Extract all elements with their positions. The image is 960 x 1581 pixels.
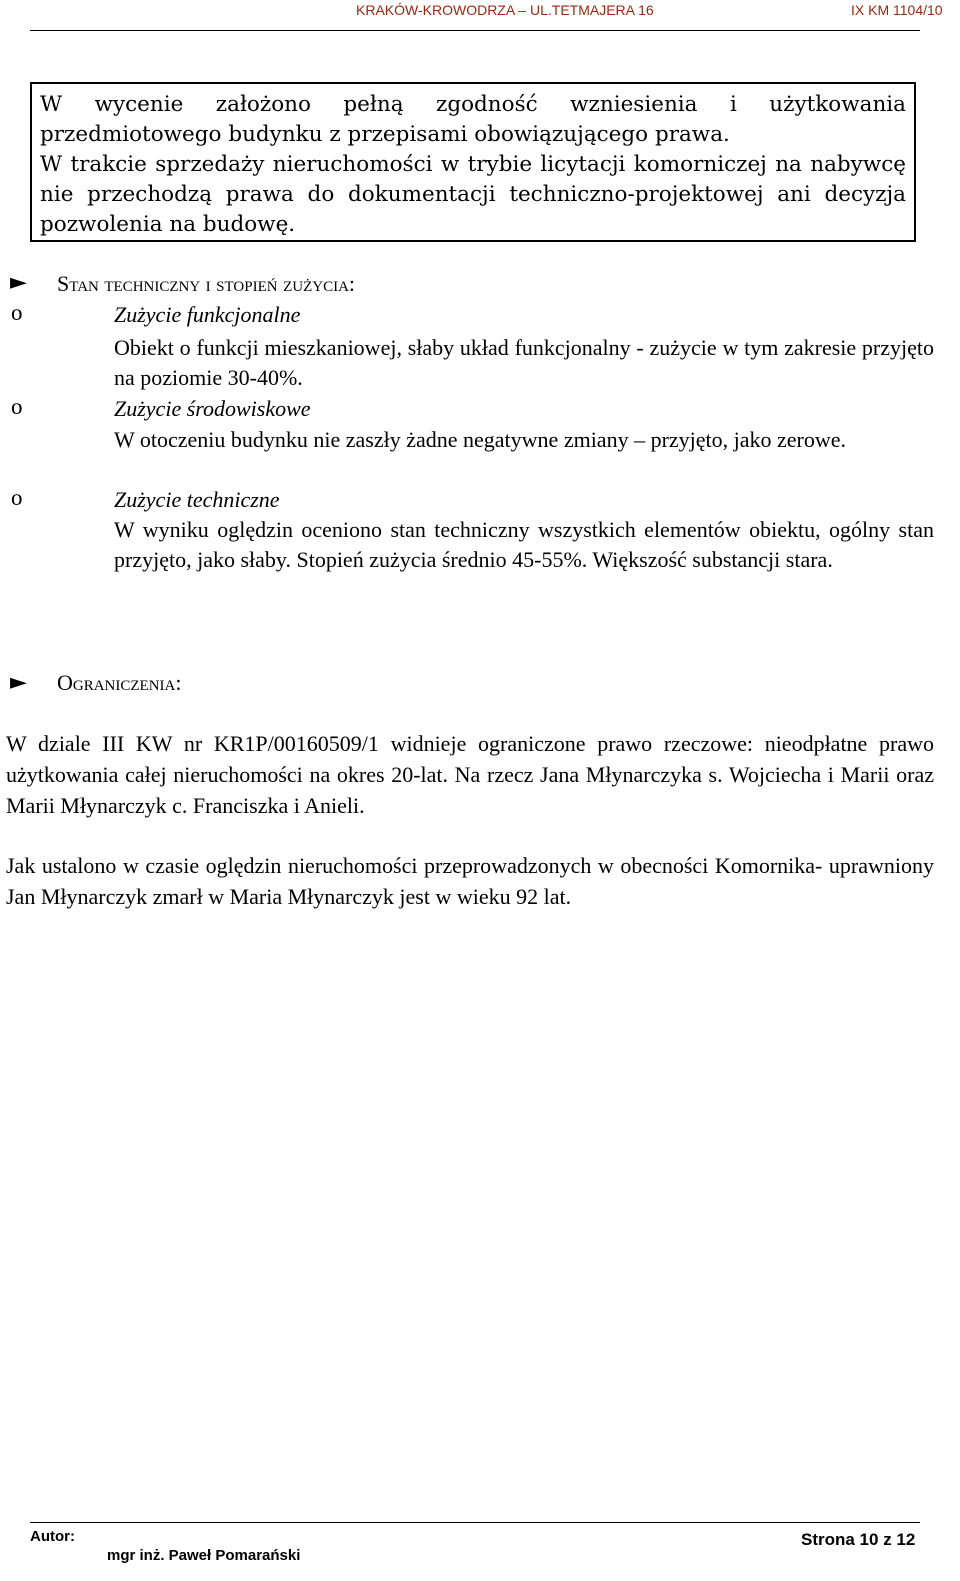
notice-paragraph-compliance: W wycenie założono pełną zgodność wzniesienia i użytkowania przedmiotowego budynku z przepisami obowiązującego prawa.: [40, 92, 906, 147]
technical-wear-title: Zużycie techniczne: [114, 487, 280, 512]
section-bullet-arrow-icon: ►: [10, 670, 27, 695]
section-bullet-arrow-icon: ►: [10, 270, 27, 295]
footer-author-label: Autor:: [30, 1528, 75, 1545]
header-document-location: KRAKÓW-KROWODRZA – UL.TETMAJERA 16: [356, 2, 654, 18]
functional-wear-body: Obiekt o funkcji mieszkaniowej, słaby układ funkcjonalny - zużycie w tym zakresie przyjęto na poziomie 30-40%.: [114, 335, 934, 390]
notice-paragraph-documentation: W trakcie sprzedaży nieruchomości w trybie licytacji komorniczej na nabywcę nie przechodzą prawa do dokumentacji techniczno-projektowej ani decyzja pozwolenia na budowę.: [40, 152, 906, 237]
header-case-number: IX KM 1104/10: [851, 2, 943, 18]
inspection-findings-paragraph: Jak ustalono w czasie oględzin nieruchomości przeprowadzonych w obecności Komornika- uprawniony Jan Młynarczyk zmarł w Maria Młynarczyk jest w wieku 92 lat.: [6, 853, 934, 909]
technical-wear-body: W wyniku oględzin oceniono stan techniczny wszystkich elementów obiektu, ogólny stan przyjęto, jako słaby. Stopień zużycia średnio 45-55%. Większość substancji stara.: [114, 517, 934, 572]
list-marker: o: [11, 300, 23, 325]
list-marker: o: [11, 394, 23, 419]
land-register-restriction-paragraph: W dziale III KW nr KR1P/00160509/1 widnieje ograniczone prawo rzeczowe: nieodpłatne prawo użytkowania całej nieruchomości na okres 20-lat. Na rzecz Jana Młynarczyka s. Wojciecha i Marii oraz Marii Młynarczyk c. Franciszka i Anieli.: [6, 731, 934, 818]
footer-author-name: mgr inż. Paweł Pomarański: [107, 1547, 301, 1564]
condition-section-heading: Stan techniczny i stopień zużycia:: [57, 271, 356, 296]
footer-rule: [30, 1522, 920, 1523]
list-marker: o: [11, 485, 23, 510]
legal-notice-box: [30, 82, 916, 242]
limitations-section-heading: Ograniczenia:: [57, 670, 182, 695]
environmental-wear-title: Zużycie środowiskowe: [114, 396, 311, 421]
environmental-wear-body: W otoczeniu budynku nie zaszły żadne negatywne zmiany – przyjęto, jako zerowe.: [114, 427, 847, 452]
header-rule: [30, 30, 920, 31]
functional-wear-title: Zużycie funkcjonalne: [114, 302, 301, 327]
footer-page-number: Strona 10 z 12: [801, 1530, 916, 1549]
